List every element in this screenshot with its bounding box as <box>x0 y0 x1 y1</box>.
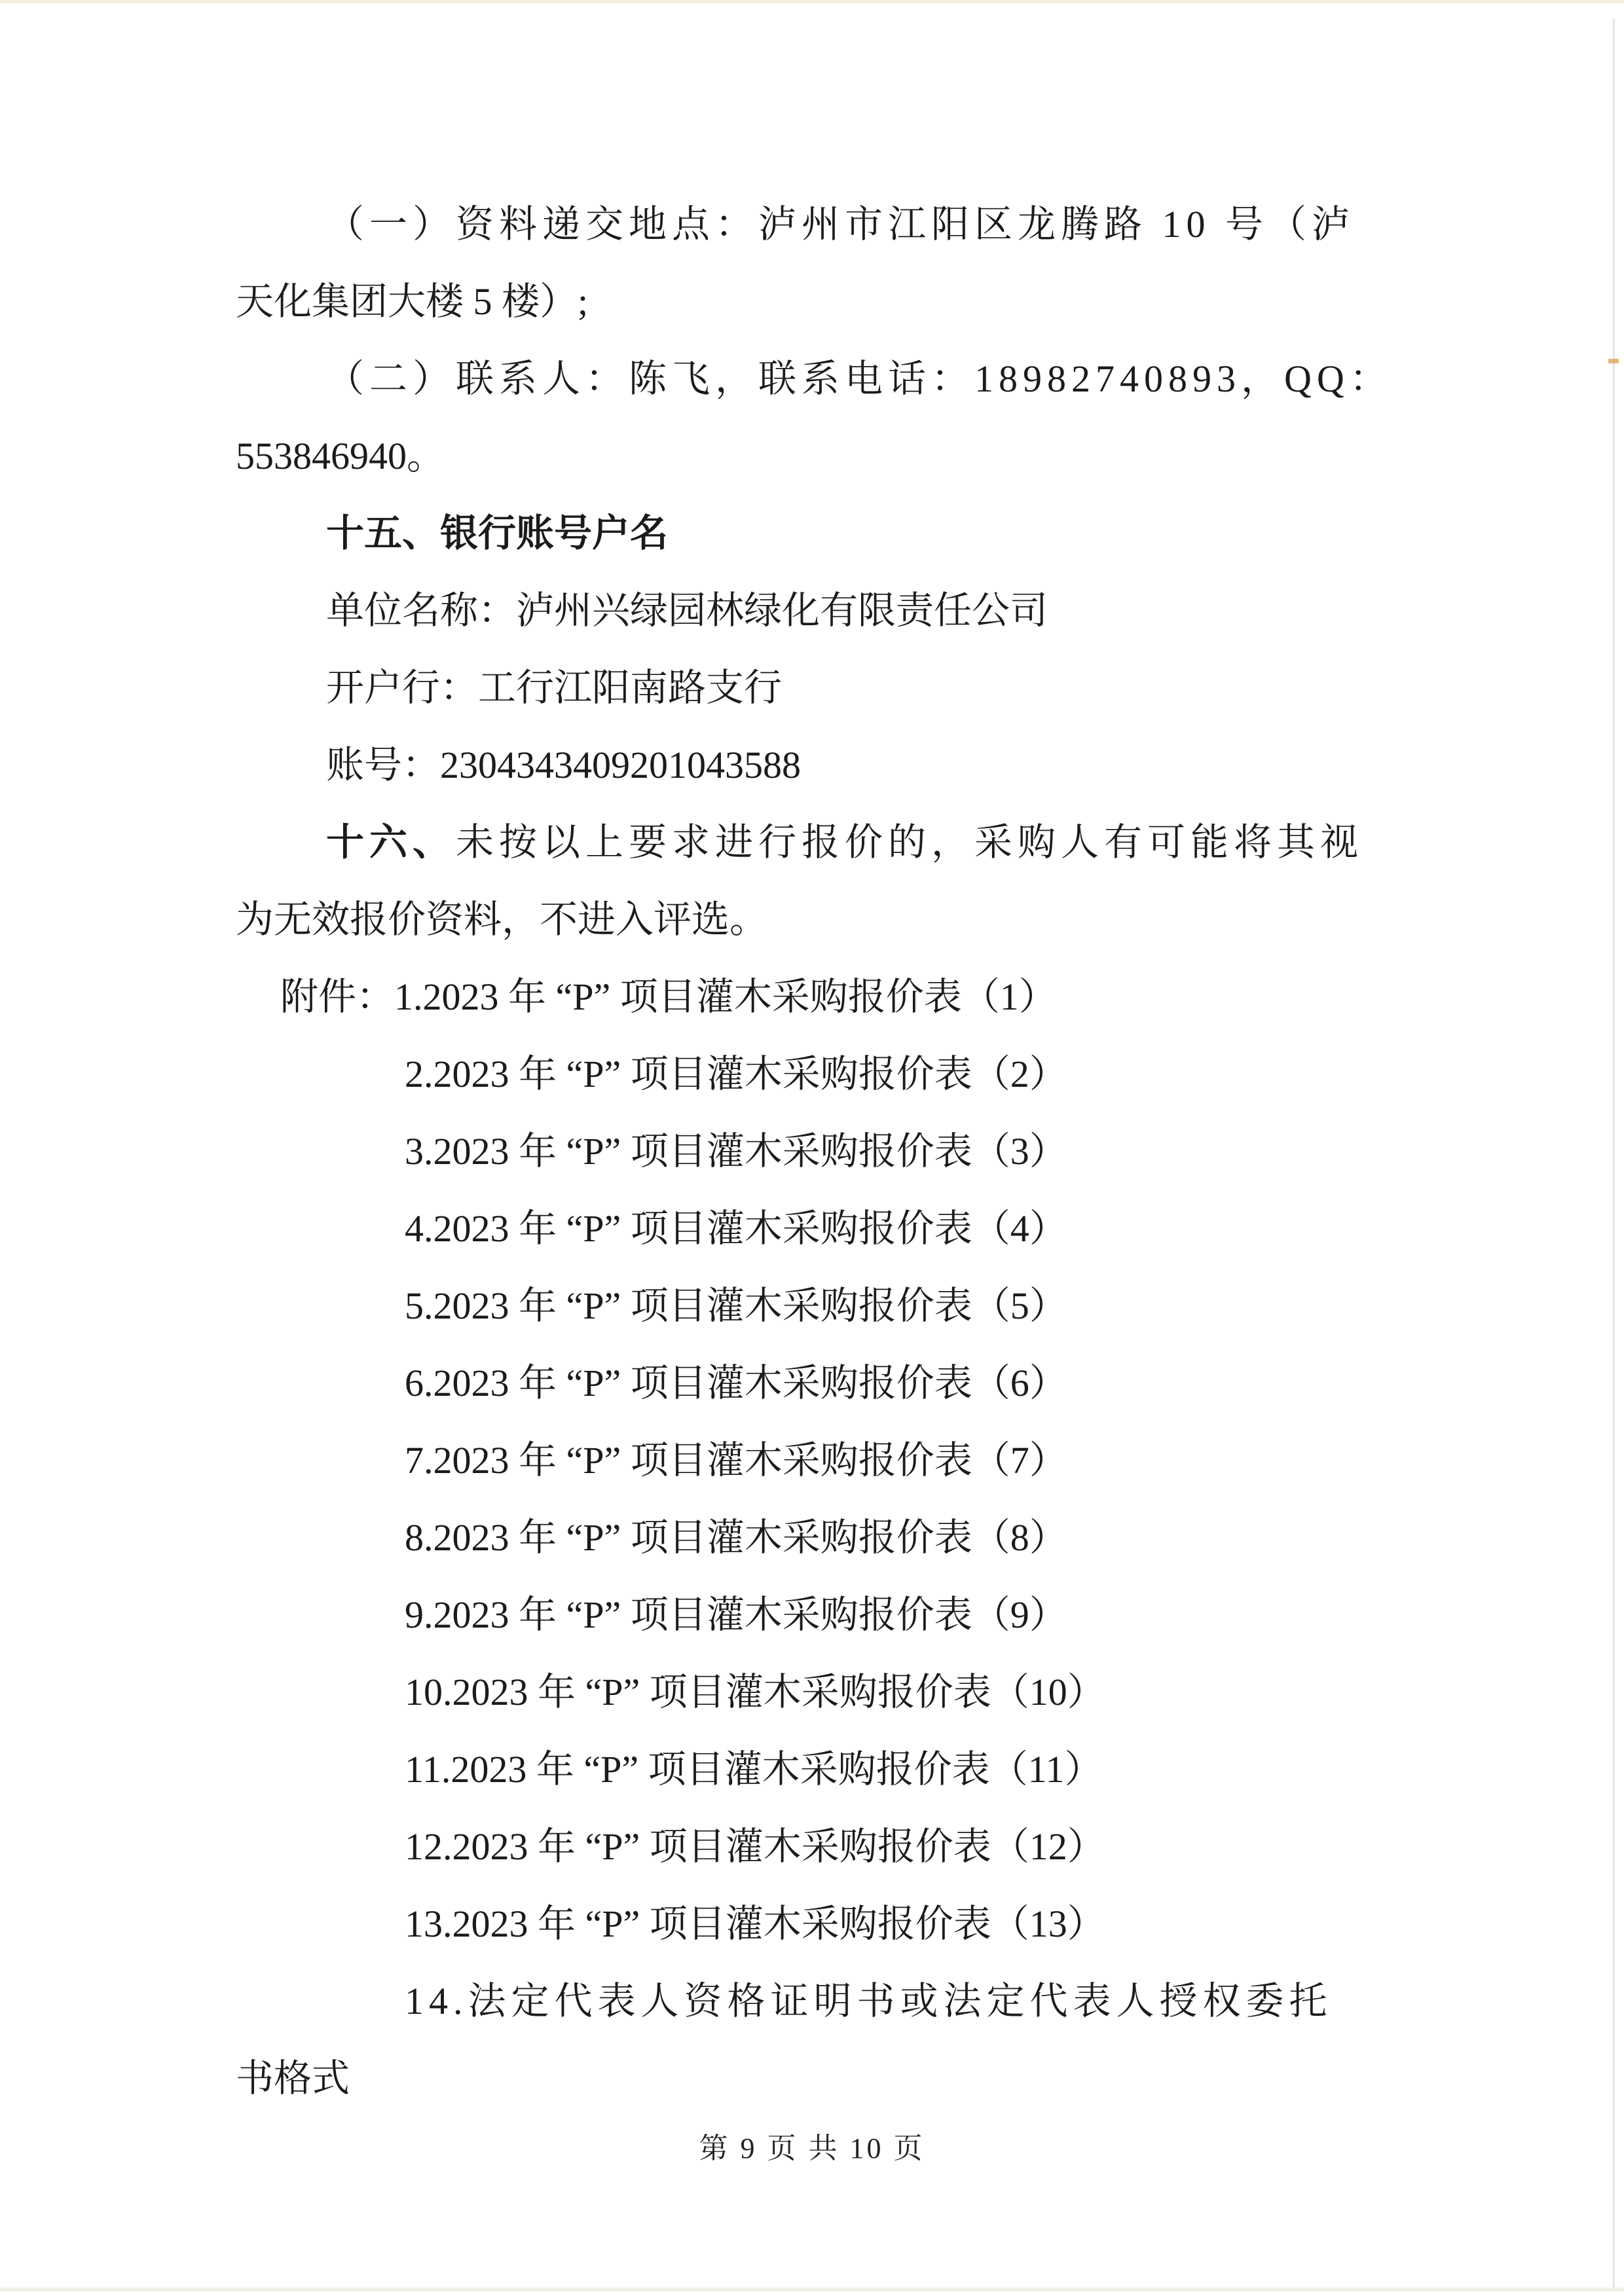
text-line <box>236 1808 1388 1886</box>
line-text: 未按以上要求进行报价的，采购人有可能将其视 <box>456 821 1364 864</box>
text-line <box>236 1576 1388 1654</box>
text-line <box>236 186 1388 263</box>
scan-edge-top <box>0 0 1624 3</box>
line-text: 十五、银行账号户名 <box>326 512 669 555</box>
line-bold-prefix: 十六、 <box>326 821 456 864</box>
scan-edge-bottom <box>0 2287 1624 2291</box>
page-footer: 第 9 页 共 10 页 <box>699 2132 925 2164</box>
line-text: 为无效报价资料，不进入评选。 <box>236 898 768 941</box>
text-line <box>236 804 1388 881</box>
line-text: 1.2023 年 “P” 项目灌木采购报价表（1） <box>394 975 1057 1018</box>
line-text: 553846940。 <box>236 435 445 477</box>
text-line <box>236 263 1388 340</box>
line-text: 7.2023 年 “P” 项目灌木采购报价表（7） <box>405 1439 1067 1482</box>
text-line <box>236 958 1388 1036</box>
line-text: 单位名称：泸州兴绿园林绿化有限责任公司 <box>326 589 1048 632</box>
text-line <box>236 1963 1388 2040</box>
text-line <box>236 1267 1388 1345</box>
line-text: 13.2023 年 “P” 项目灌木采购报价表（13） <box>405 1903 1105 1945</box>
text-line <box>236 649 1388 727</box>
line-text: 5.2023 年 “P” 项目灌木采购报价表（5） <box>405 1285 1067 1327</box>
scan-edge-mark <box>1608 359 1619 363</box>
text-line <box>236 1731 1388 1808</box>
line-text: 8.2023 年 “P” 项目灌木采购报价表（8） <box>405 1516 1067 1559</box>
text-line <box>236 572 1388 649</box>
text-line <box>236 495 1388 572</box>
text-line <box>236 1190 1388 1267</box>
text-line <box>236 1113 1388 1190</box>
line-text: 书格式 <box>236 2057 350 2100</box>
line-text: 11.2023 年 “P” 项目灌木采购报价表（11） <box>405 1748 1103 1791</box>
line-text: 3.2023 年 “P” 项目灌木采购报价表（3） <box>405 1130 1067 1173</box>
text-line <box>236 340 1393 418</box>
text-line <box>236 1499 1388 1576</box>
line-text: 6.2023 年 “P” 项目灌木采购报价表（6） <box>405 1362 1067 1404</box>
line-text: 9.2023 年 “P” 项目灌木采购报价表（9） <box>405 1594 1067 1636</box>
line-text: 10.2023 年 “P” 项目灌木采购报价表（10） <box>405 1671 1105 1713</box>
text-line <box>236 727 1388 804</box>
line-text: 12.2023 年 “P” 项目灌木采购报价表（12） <box>405 1825 1105 1868</box>
text-line <box>236 1345 1388 1422</box>
text-line <box>236 418 1388 495</box>
line-text: 天化集团大楼 5 楼）; <box>236 280 589 323</box>
text-line <box>236 1422 1388 1499</box>
text-line <box>236 881 1388 958</box>
text-line <box>236 1654 1388 1731</box>
line-text: （二）联系人：陈飞，联系电话：18982740893，QQ： <box>326 357 1393 400</box>
line-text: （一）资料递交地点：泸州市江阳区龙腾路 10 号（泸 <box>326 203 1356 246</box>
line-text: 开户行：工行江阳南路支行 <box>326 666 783 709</box>
line-text: 4.2023 年 “P” 项目灌木采购报价表（4） <box>405 1207 1067 1250</box>
line-text: 14.法定代表人资格证明书或法定代表人授权委托 <box>405 1980 1333 2022</box>
text-line <box>236 2040 1388 2117</box>
text-line <box>236 1036 1388 1113</box>
text-line <box>236 1886 1388 1963</box>
line-text: 2.2023 年 “P” 项目灌木采购报价表（2） <box>405 1053 1067 1095</box>
line-prefix: 附件： <box>280 975 395 1018</box>
document-body <box>236 186 1393 2117</box>
line-text: 账号：2304343409201043588 <box>326 744 802 786</box>
